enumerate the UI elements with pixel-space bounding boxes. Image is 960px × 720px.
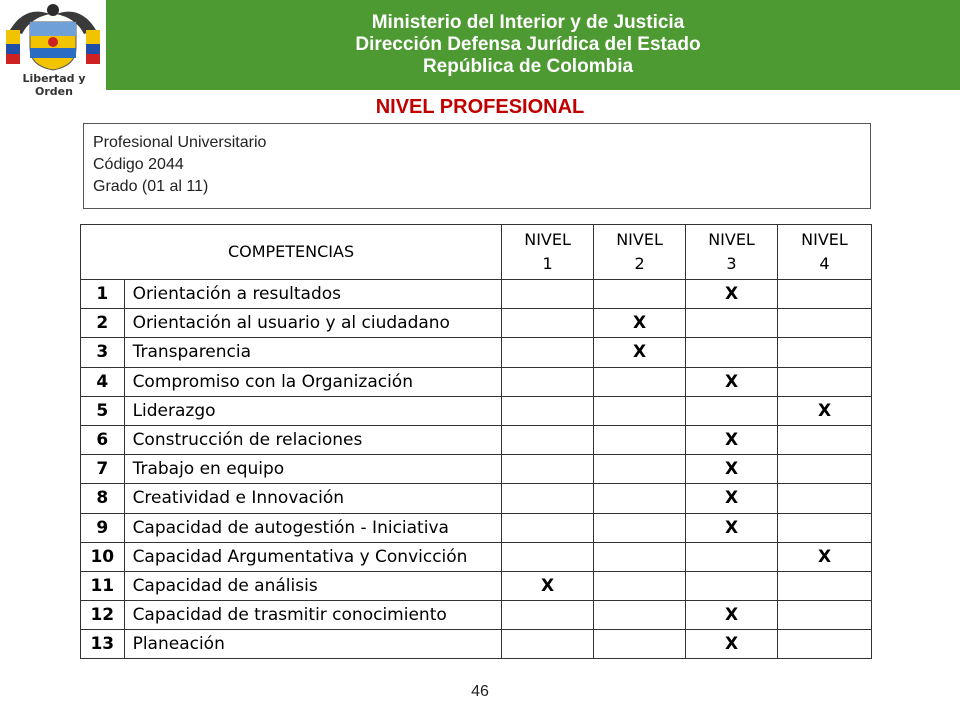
table-row — [81, 455, 872, 484]
competency-name: Compromiso con la Organización — [124, 367, 502, 396]
level-4-cell — [778, 601, 872, 630]
header-banner — [106, 0, 960, 90]
level-3-cell: X — [686, 484, 778, 513]
header-level-1: NIVEL 1 — [502, 225, 594, 280]
coat-of-arms-icon — [0, 0, 106, 72]
level-1-cell — [502, 630, 594, 659]
level-3-cell: X — [686, 367, 778, 396]
level-4-cell — [778, 513, 872, 542]
competency-number: 9 — [81, 513, 125, 542]
competency-number: 13 — [81, 630, 125, 659]
level-3-cell — [686, 571, 778, 600]
level-3-cell — [686, 396, 778, 425]
table-row — [81, 396, 872, 425]
level-2-cell: X — [594, 338, 686, 367]
competency-name: Trabajo en equipo — [124, 455, 502, 484]
position-info-box — [83, 123, 871, 209]
header-direction: Dirección Defensa Jurídica del Estado — [355, 34, 701, 55]
level-4-cell — [778, 425, 872, 454]
header-competencias: COMPETENCIAS — [81, 225, 502, 280]
level-2-cell — [594, 571, 686, 600]
level-1-cell — [502, 455, 594, 484]
table-row — [81, 425, 872, 454]
level-3-cell: X — [686, 513, 778, 542]
competency-number: 6 — [81, 425, 125, 454]
level-2-cell — [594, 367, 686, 396]
level-2-cell: X — [594, 309, 686, 338]
level-1-cell — [502, 309, 594, 338]
header-level-4: NIVEL 4 — [778, 225, 872, 280]
level-2-cell — [594, 513, 686, 542]
level-1-cell — [502, 367, 594, 396]
level-3-cell — [686, 542, 778, 571]
competency-name: Orientación al usuario y al ciudadano — [124, 309, 502, 338]
level-2-cell — [594, 455, 686, 484]
competency-name: Transparencia — [124, 338, 502, 367]
page-number: 46 — [471, 683, 489, 700]
level-4-cell — [778, 484, 872, 513]
position-grade: Grado (01 al 11) — [93, 178, 209, 195]
table-row — [81, 367, 872, 396]
level-4-cell: X — [778, 396, 872, 425]
level-1-cell — [502, 280, 594, 309]
level-2-cell — [594, 425, 686, 454]
competency-name: Capacidad de análisis — [124, 571, 502, 600]
competency-name: Capacidad de autogestión - Iniciativa — [124, 513, 502, 542]
level-3-cell — [686, 338, 778, 367]
coat-of-arms-logo — [0, 0, 106, 98]
header-level-2: NIVEL 2 — [594, 225, 686, 280]
level-3-cell: X — [686, 280, 778, 309]
table-row — [81, 280, 872, 309]
level-4-cell — [778, 630, 872, 659]
level-3-cell: X — [686, 425, 778, 454]
competency-number: 12 — [81, 601, 125, 630]
competency-number: 2 — [81, 309, 125, 338]
level-4-cell — [778, 367, 872, 396]
level-1-cell — [502, 601, 594, 630]
table-row — [81, 484, 872, 513]
table-row — [81, 338, 872, 367]
level-1-cell — [502, 338, 594, 367]
competency-name: Capacidad Argumentativa y Convicción — [124, 542, 502, 571]
level-1-cell — [502, 513, 594, 542]
level-3-cell: X — [686, 630, 778, 659]
competency-name: Orientación a resultados — [124, 280, 502, 309]
competency-number: 5 — [81, 396, 125, 425]
header-ministry: Ministerio del Interior y de Justicia — [371, 12, 685, 33]
level-3-cell: X — [686, 455, 778, 484]
competency-name: Planeación — [124, 630, 502, 659]
level-2-cell — [594, 630, 686, 659]
level-3-cell — [686, 309, 778, 338]
competency-number: 8 — [81, 484, 125, 513]
table-row — [81, 601, 872, 630]
level-1-cell — [502, 425, 594, 454]
header-level-3: NIVEL 3 — [686, 225, 778, 280]
level-1-cell — [502, 396, 594, 425]
level-1-cell: X — [502, 571, 594, 600]
level-4-cell — [778, 309, 872, 338]
level-4-cell — [778, 280, 872, 309]
competency-name: Capacidad de trasmitir conocimiento — [124, 601, 502, 630]
logo-caption: Libertad y Orden — [22, 72, 86, 98]
level-4-cell — [778, 571, 872, 600]
position-name: Profesional Universitario — [93, 134, 267, 151]
competency-number: 4 — [81, 367, 125, 396]
level-2-cell — [594, 484, 686, 513]
competency-number: 11 — [81, 571, 125, 600]
competency-name: Construcción de relaciones — [124, 425, 502, 454]
header-country: República de Colombia — [422, 56, 634, 77]
table-row — [81, 630, 872, 659]
table-row — [81, 309, 872, 338]
table-row — [81, 571, 872, 600]
level-4-cell — [778, 455, 872, 484]
level-2-cell — [594, 396, 686, 425]
level-1-cell — [502, 542, 594, 571]
competency-name: Creatividad e Innovación — [124, 484, 502, 513]
level-4-cell — [778, 338, 872, 367]
competency-number: 10 — [81, 542, 125, 571]
table-row — [81, 542, 872, 571]
competency-name: Liderazgo — [124, 396, 502, 425]
level-1-cell — [502, 484, 594, 513]
section-title: NIVEL PROFESIONAL — [375, 96, 585, 118]
level-3-cell: X — [686, 601, 778, 630]
level-2-cell — [594, 601, 686, 630]
competency-number: 3 — [81, 338, 125, 367]
table-row — [81, 513, 872, 542]
position-code: Código 2044 — [93, 156, 184, 173]
competency-number: 1 — [81, 280, 125, 309]
level-4-cell: X — [778, 542, 872, 571]
level-2-cell — [594, 542, 686, 571]
competencies-table — [80, 224, 872, 659]
level-2-cell — [594, 280, 686, 309]
table-header-row — [81, 225, 872, 280]
competency-number: 7 — [81, 455, 125, 484]
